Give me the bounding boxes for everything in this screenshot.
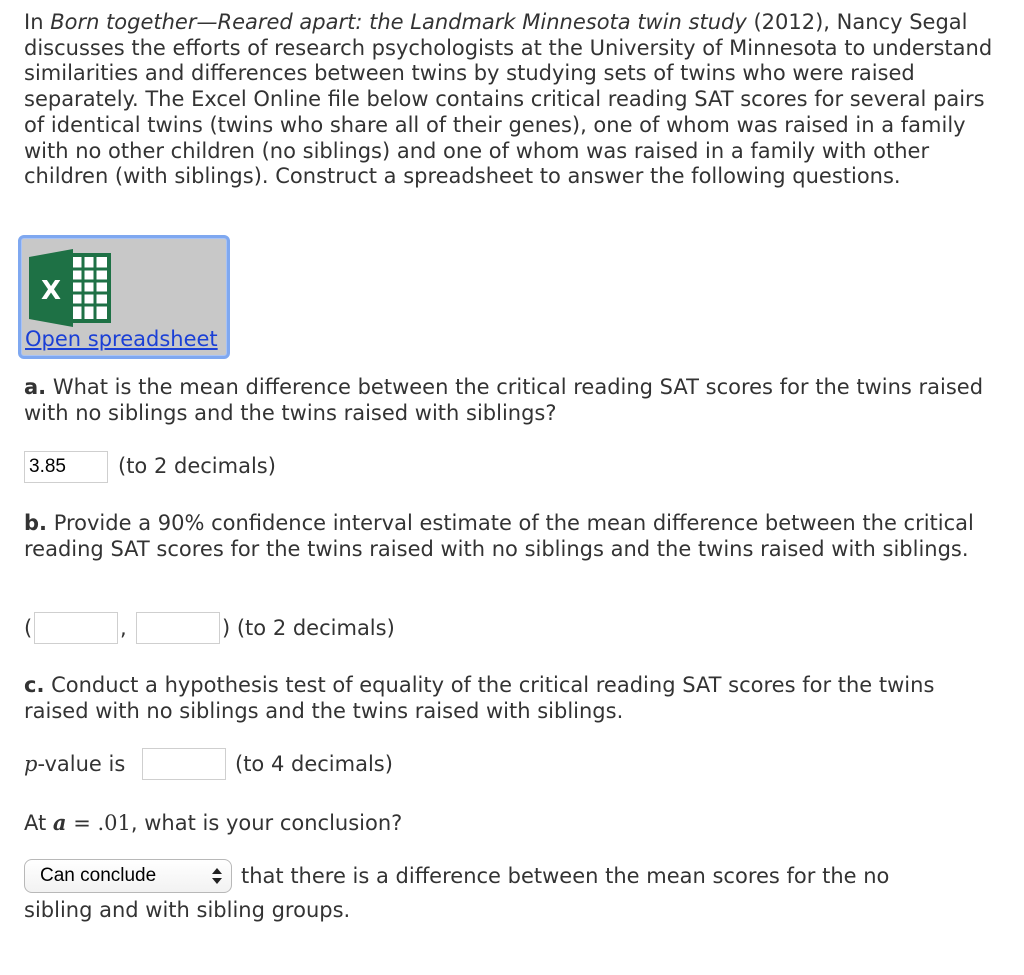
conclusion-select[interactable] bbox=[24, 859, 232, 893]
ci-upper-input[interactable] bbox=[136, 612, 220, 644]
ci-note: ) (to 2 decimals) bbox=[222, 616, 395, 640]
conclusion-text-line2: sibling and with sibling groups. bbox=[24, 898, 351, 922]
intro-lead: In bbox=[24, 10, 51, 34]
question-c bbox=[24, 673, 1004, 724]
pvalue-label bbox=[24, 752, 125, 776]
conclusion-text-line1: that there is a difference between the mean scores for the no bbox=[241, 864, 890, 888]
intro-paragraph bbox=[24, 10, 1004, 190]
alpha-question bbox=[24, 810, 402, 835]
alpha-eq: = bbox=[66, 811, 98, 835]
pvalue-note: (to 4 decimals) bbox=[235, 752, 393, 776]
excel-icon bbox=[27, 247, 115, 329]
question-a-label: a. bbox=[24, 375, 47, 399]
alpha-prefix: At bbox=[24, 811, 53, 835]
interval-open-paren: ( bbox=[24, 616, 33, 640]
intro-rest: (2012), Nancy Segal discusses the efforts of research psychologists at the University of Minnesota to understand similarities and differences between twins by studying sets of twins who were raised separately. The Excel Online file below contains critical reading SAT scores for several pairs of identical twins (twins who share all of their genes), one of whom was raised in a family with no other children (no siblings) and one of whom was raised in a family with other children (with siblings). Construct a spreadsheet to answer the following questions. bbox=[24, 10, 993, 189]
mean-difference-note: (to 2 decimals) bbox=[118, 454, 276, 478]
alpha-value: .01 bbox=[97, 811, 131, 835]
book-title: Born together—Reared apart: the Landmark Minnesota twin study bbox=[50, 10, 747, 34]
alpha-suffix: , what is your conclusion? bbox=[130, 811, 403, 835]
question-b bbox=[24, 511, 1004, 562]
select-arrows-icon bbox=[211, 866, 223, 886]
question-a bbox=[24, 375, 1004, 426]
open-spreadsheet-link[interactable]: Open spreadsheet bbox=[25, 327, 218, 351]
interval-comma: , bbox=[120, 616, 127, 640]
question-b-label: b. bbox=[24, 511, 48, 535]
alpha-symbol: a bbox=[52, 810, 67, 835]
question-a-text: What is the mean difference between the critical reading SAT scores for the twins raised with no siblings and the twins raised with siblings? bbox=[24, 375, 984, 425]
conclusion-selected-value: Can conclude bbox=[40, 865, 157, 886]
pvalue-label-text: -value is bbox=[37, 752, 126, 776]
svg-text:X: X bbox=[40, 276, 62, 306]
spreadsheet-launcher[interactable] bbox=[18, 235, 230, 359]
question-c-text: Conduct a hypothesis test of equality of the critical reading SAT scores for the twins raised with no siblings and the twins raised with siblings. bbox=[24, 673, 935, 723]
pvalue-input[interactable] bbox=[142, 748, 226, 780]
question-b-text: Provide a 90% confidence interval estimate of the mean difference between the critical reading SAT scores for the twins raised with no siblings and the twins raised with siblings. bbox=[24, 511, 974, 561]
question-c-label: c. bbox=[24, 673, 45, 697]
mean-difference-input[interactable]: 3.85 bbox=[24, 451, 108, 483]
pvalue-var: p bbox=[24, 752, 38, 776]
ci-lower-input[interactable] bbox=[34, 612, 118, 644]
